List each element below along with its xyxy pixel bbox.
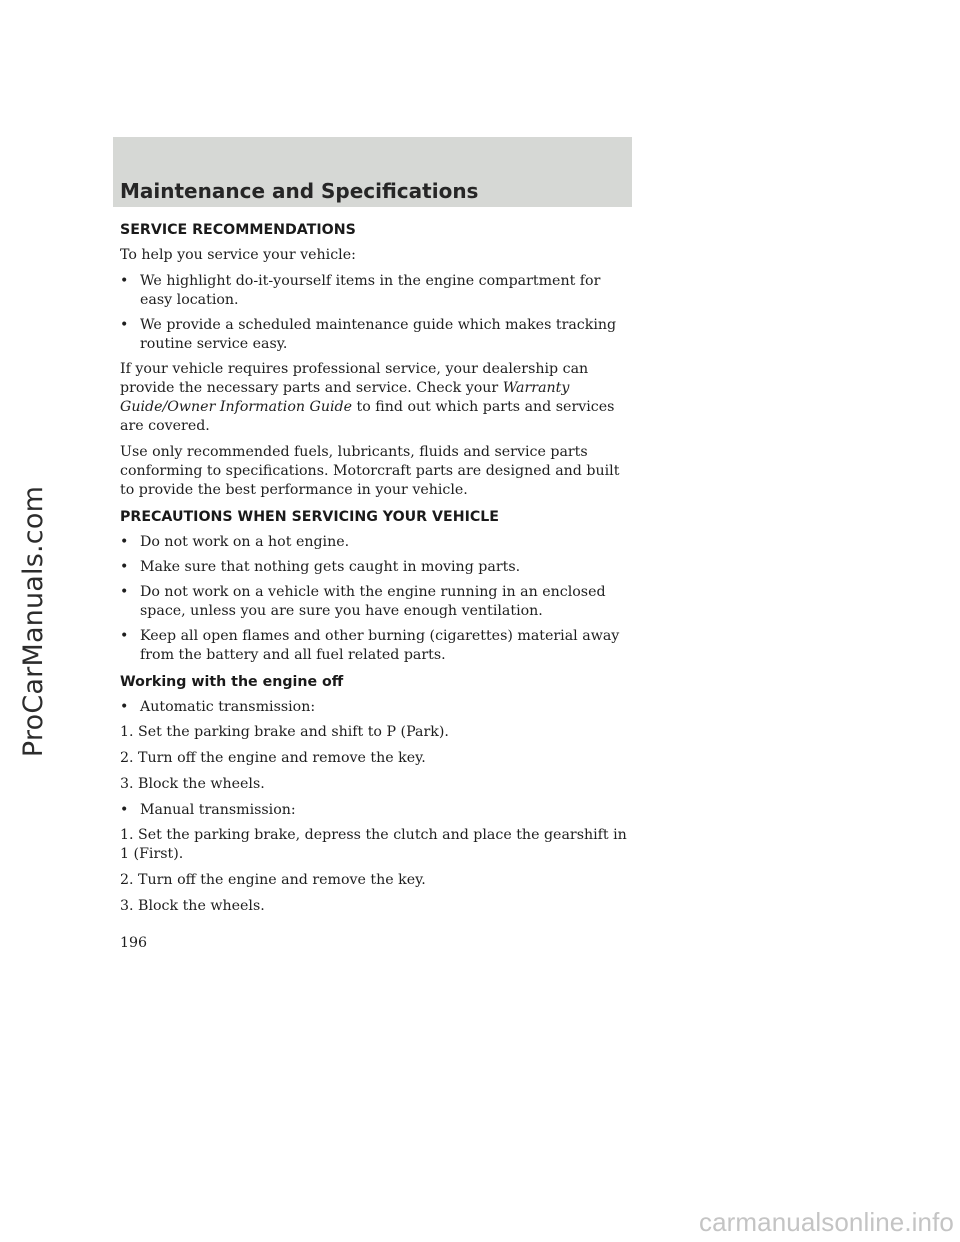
manual-transmission-label: Manual transmission:	[140, 802, 296, 818]
bullet-icon: •	[120, 534, 129, 550]
bullet-icon: •	[120, 802, 129, 818]
precautions-heading: PRECAUTIONS WHEN SERVICING YOUR VEHICLE	[120, 509, 499, 525]
side-watermark	[12, 0, 56, 1242]
paragraph-text: If your vehicle requires professional service, your dealership can provide the necessary parts and service. Check your	[120, 361, 589, 396]
list-item	[120, 698, 636, 717]
footer-watermark: carmanualsonline.info	[698, 1207, 954, 1237]
list-item	[120, 583, 636, 621]
list-item	[120, 533, 636, 552]
page-content	[120, 215, 636, 923]
service-intro: To help you service your vehicle:	[120, 247, 356, 263]
automatic-step: 2. Turn off the engine and remove the key.	[120, 750, 426, 766]
list-item-text: Keep all open flames and other burning (cigarettes) material away from the battery and all fuel related parts.	[140, 628, 620, 663]
section-header-band	[113, 137, 632, 207]
side-watermark-text: ProCarManuals.com	[18, 485, 50, 757]
automatic-step: 1. Set the parking brake and shift to P (Park).	[120, 724, 449, 740]
list-item	[120, 558, 636, 577]
bullet-icon: •	[120, 273, 129, 289]
manual-step: 1. Set the parking brake, depress the clutch and place the gearshift in 1 (First).	[120, 827, 627, 862]
engine-off-heading: Working with the engine off	[120, 674, 344, 690]
list-item-text: We highlight do-it-yourself items in the engine compartment for easy location.	[140, 273, 601, 308]
list-item	[120, 272, 636, 310]
manual-step: 2. Turn off the engine and remove the key.	[120, 872, 426, 888]
list-item-text: Do not work on a vehicle with the engine running in an enclosed space, unless you are sure you have enough ventilation.	[140, 584, 606, 619]
professional-service-paragraph	[120, 360, 636, 436]
page-number: 196	[120, 935, 148, 951]
service-recommendations-heading: SERVICE RECOMMENDATIONS	[120, 222, 356, 238]
section-title: Maintenance and Specifications	[120, 179, 479, 203]
list-item-text: We provide a scheduled maintenance guide which makes tracking routine service easy.	[140, 317, 617, 352]
bullet-icon: •	[120, 317, 129, 333]
bullet-icon: •	[120, 559, 129, 575]
list-item	[120, 316, 636, 354]
recommended-parts-paragraph: Use only recommended fuels, lubricants, fluids and service parts conforming to specifications. Motorcraft parts are designed and built to provide the best performance in your vehicle.	[120, 444, 620, 498]
bullet-icon: •	[120, 699, 129, 715]
list-item	[120, 627, 636, 665]
list-item	[120, 801, 636, 820]
manual-step: 3. Block the wheels.	[120, 898, 265, 914]
automatic-step: 3. Block the wheels.	[120, 776, 265, 792]
warranty-guide-reference: Warranty Guide/Owner Information Guide	[120, 380, 570, 415]
bullet-icon: •	[120, 584, 129, 600]
list-item-text: Make sure that nothing gets caught in moving parts.	[140, 559, 521, 575]
automatic-transmission-label: Automatic transmission:	[140, 699, 316, 715]
bullet-icon: •	[120, 628, 129, 644]
list-item-text: Do not work on a hot engine.	[140, 534, 350, 550]
paragraph-text: to find out which parts and services are covered.	[120, 399, 615, 434]
